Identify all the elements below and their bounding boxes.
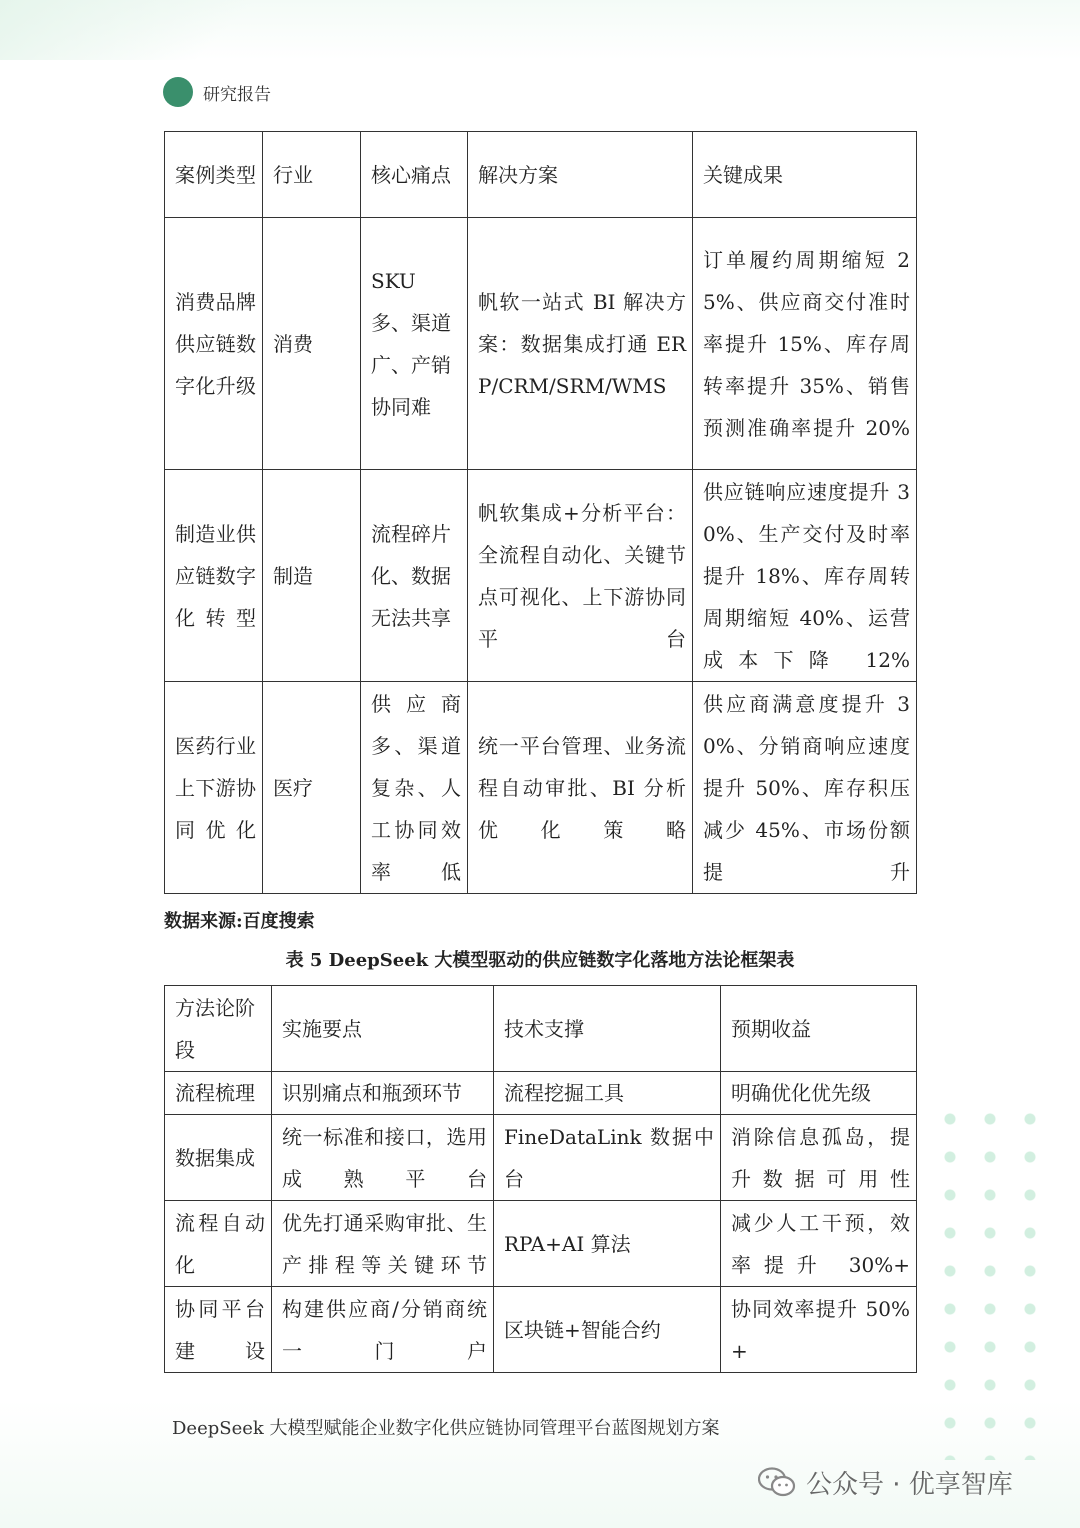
table-cell: 流程碎片化、数据无法共享 (361, 470, 468, 682)
table-header-row (165, 986, 917, 1072)
table-cell: 流程挖掘工具 (494, 1072, 721, 1115)
table-cell: 医疗 (263, 682, 361, 894)
table-row (165, 1115, 917, 1201)
dot-pattern-decoration (930, 1100, 1050, 1460)
header-cell: 方法论阶段 (165, 986, 272, 1072)
header-cell: 解决方案 (468, 132, 693, 218)
table-cell: 统一标准和接口，选用成熟平台 (272, 1115, 494, 1201)
table-row (165, 218, 917, 470)
table-cell: SKU 多、渠道广、产销协同难 (361, 218, 468, 470)
table-cell: 识别痛点和瓶颈环节 (272, 1072, 494, 1115)
page-header (163, 76, 271, 108)
table-cell: 数据集成 (165, 1115, 272, 1201)
table-cell: 流程梳理 (165, 1072, 272, 1115)
watermark (758, 1462, 1013, 1502)
methodology-table (164, 985, 917, 1373)
table-cell: 协同效率提升 50%+ (721, 1287, 917, 1373)
table-cell: 订单履约周期缩短 25%、供应商交付准时率提升 15%、库存周转率提升 35%、销售预测准确率提升 20% (693, 218, 917, 470)
header-cell: 关键成果 (693, 132, 917, 218)
header-cell: 预期收益 (721, 986, 917, 1072)
table-cell: 区块链+智能合约 (494, 1287, 721, 1373)
table-row (165, 1201, 917, 1287)
table-cell: 优先打通采购审批、生产排程等关键环节 (272, 1201, 494, 1287)
table-cell: 协同平台建设 (165, 1287, 272, 1373)
table-cell: 明确优化优先级 (721, 1072, 917, 1115)
table-cell: 消费品牌供应链数字化升级 (165, 218, 263, 470)
case-table (164, 131, 917, 894)
table-row (165, 470, 917, 682)
table-cell: 帆软集成+分析平台：全流程自动化、关键节点可视化、上下游协同平台 (468, 470, 693, 682)
table-cell: FineDataLink 数据中台 (494, 1115, 721, 1201)
page-footer: DeepSeek 大模型赋能企业数字化供应链协同管理平台蓝图规划方案 (172, 1418, 720, 1439)
logo-circle-icon (163, 77, 193, 107)
table-cell: 消除信息孤岛，提升数据可用性 (721, 1115, 917, 1201)
table-cell: 制造 (263, 470, 361, 682)
table-caption: 表 5 DeepSeek 大模型驱动的供应链数字化落地方法论框架表 (285, 950, 795, 971)
table-cell: 消费 (263, 218, 361, 470)
table-cell: 统一平台管理、业务流程自动审批、BI 分析优化策略 (468, 682, 693, 894)
header-title: 研究报告 (203, 84, 271, 105)
header-cell: 技术支撑 (494, 986, 721, 1072)
header-cell: 案例类型 (165, 132, 263, 218)
wechat-icon (758, 1467, 796, 1497)
table-cell: 供应商多、渠道复杂、人工协同效率低 (361, 682, 468, 894)
corner-decoration (0, 0, 260, 60)
table-cell: RPA+AI 算法 (494, 1201, 721, 1287)
header-cell: 行业 (263, 132, 361, 218)
table-cell: 供应商满意度提升 30%、分销商响应速度提升 50%、库存积压减少 45%、市场份额提升 (693, 682, 917, 894)
table-row (165, 682, 917, 894)
data-source-note: 数据来源:百度搜索 (164, 911, 315, 932)
table-cell: 供应链响应速度提升 30%、生产交付及时率提升 18%、库存周转周期缩短 40%、运营成本下降 12% (693, 470, 917, 682)
table-row (165, 1072, 917, 1115)
watermark-text: 公众号 · 优享智库 (806, 1469, 1013, 1500)
table-header-row (165, 132, 917, 218)
header-cell: 实施要点 (272, 986, 494, 1072)
table-row (165, 1287, 917, 1373)
table-cell: 构建供应商/分销商统一门户 (272, 1287, 494, 1373)
table-cell: 减少人工干预，效率提升 30%+ (721, 1201, 917, 1287)
table-cell: 流程自动化 (165, 1201, 272, 1287)
table-cell: 制造业供应链数字化转型 (165, 470, 263, 682)
table-cell: 帆软一站式 BI 解决方案：数据集成打通 ERP/CRM/SRM/WMS (468, 218, 693, 470)
header-cell: 核心痛点 (361, 132, 468, 218)
table-cell: 医药行业上下游协同优化 (165, 682, 263, 894)
